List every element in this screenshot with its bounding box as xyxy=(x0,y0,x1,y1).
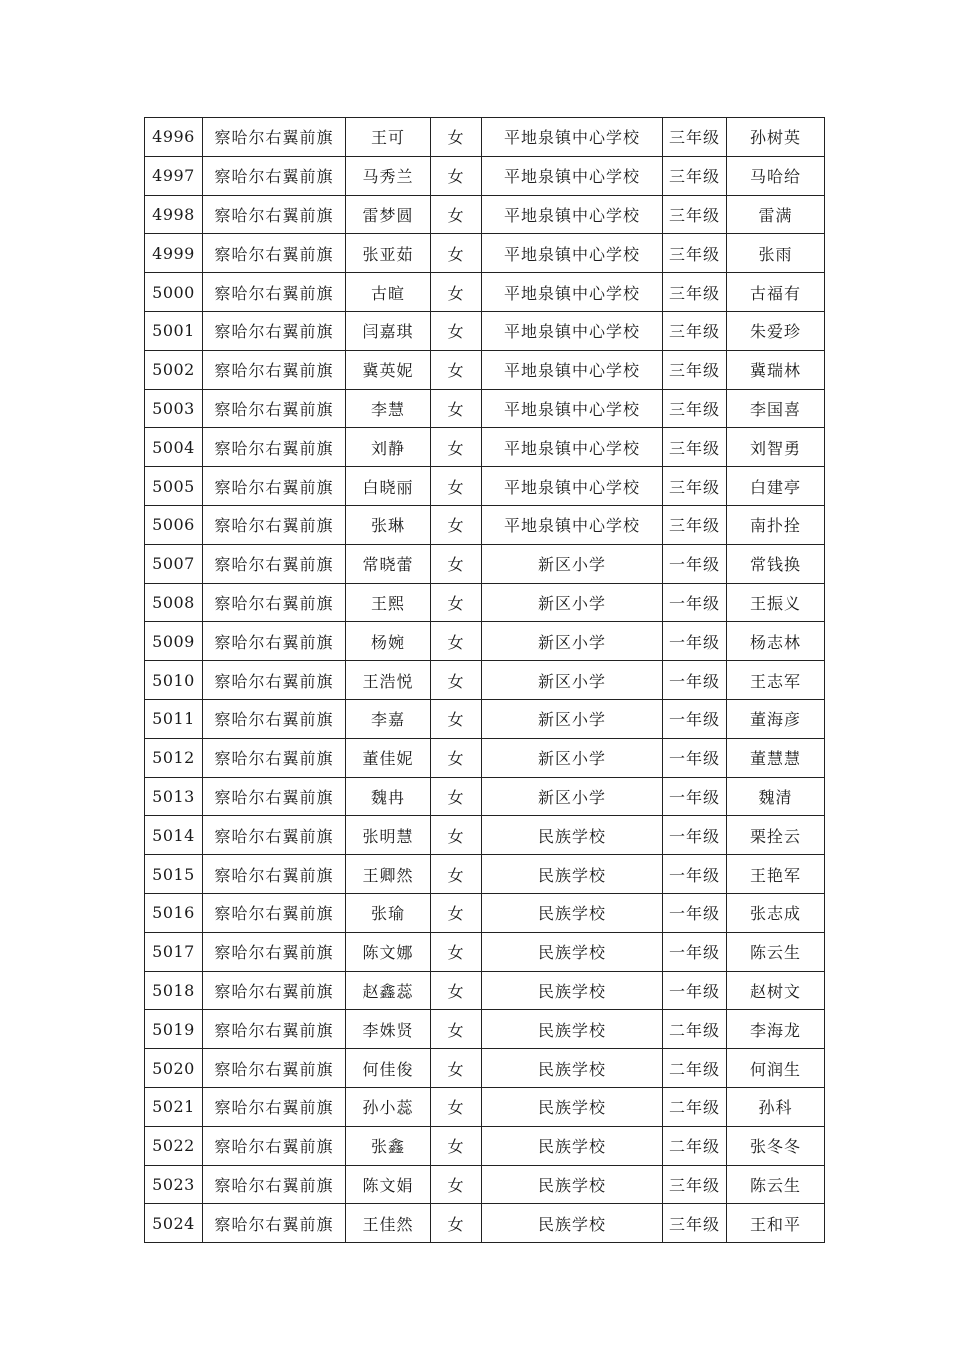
student-name-cell: 张亚茹 xyxy=(346,234,431,273)
guardian-cell: 栗拴云 xyxy=(727,816,825,855)
table-row xyxy=(145,234,825,273)
gender-cell: 女 xyxy=(431,428,482,467)
gender-cell: 女 xyxy=(431,1204,482,1243)
region-cell: 察哈尔右翼前旗 xyxy=(203,1204,346,1243)
student-name-cell: 赵鑫蕊 xyxy=(346,971,431,1010)
row-number-cell: 5024 xyxy=(145,1204,203,1243)
table-row xyxy=(145,156,825,195)
grade-cell: 一年级 xyxy=(663,661,727,700)
gender-cell: 女 xyxy=(431,932,482,971)
table-row xyxy=(145,1165,825,1204)
student-name-cell: 闫嘉琪 xyxy=(346,311,431,350)
gender-cell: 女 xyxy=(431,118,482,157)
region-cell: 察哈尔右翼前旗 xyxy=(203,699,346,738)
student-name-cell: 刘静 xyxy=(346,428,431,467)
grade-cell: 一年级 xyxy=(663,622,727,661)
table-row xyxy=(145,661,825,700)
row-number-cell: 5005 xyxy=(145,467,203,506)
student-name-cell: 孙小蕊 xyxy=(346,1087,431,1126)
row-number-cell: 5010 xyxy=(145,661,203,700)
guardian-cell: 张冬冬 xyxy=(727,1126,825,1165)
guardian-cell: 孙树英 xyxy=(727,118,825,157)
gender-cell: 女 xyxy=(431,505,482,544)
table-row xyxy=(145,428,825,467)
guardian-cell: 赵树文 xyxy=(727,971,825,1010)
grade-cell: 一年级 xyxy=(663,932,727,971)
guardian-cell: 杨志林 xyxy=(727,622,825,661)
guardian-cell: 白建亭 xyxy=(727,467,825,506)
school-cell: 平地泉镇中心学校 xyxy=(482,156,663,195)
region-cell: 察哈尔右翼前旗 xyxy=(203,428,346,467)
grade-cell: 二年级 xyxy=(663,1087,727,1126)
grade-cell: 三年级 xyxy=(663,156,727,195)
student-name-cell: 王熙 xyxy=(346,583,431,622)
guardian-cell: 古福有 xyxy=(727,273,825,312)
grade-cell: 一年级 xyxy=(663,816,727,855)
school-cell: 民族学校 xyxy=(482,1204,663,1243)
region-cell: 察哈尔右翼前旗 xyxy=(203,971,346,1010)
region-cell: 察哈尔右翼前旗 xyxy=(203,1049,346,1088)
row-number-cell: 5021 xyxy=(145,1087,203,1126)
roster-table xyxy=(144,117,825,1243)
row-number-cell: 5006 xyxy=(145,505,203,544)
grade-cell: 三年级 xyxy=(663,311,727,350)
table-row xyxy=(145,855,825,894)
school-cell: 新区小学 xyxy=(482,738,663,777)
grade-cell: 三年级 xyxy=(663,195,727,234)
guardian-cell: 何润生 xyxy=(727,1049,825,1088)
guardian-cell: 陈云生 xyxy=(727,932,825,971)
guardian-cell: 南扑拴 xyxy=(727,505,825,544)
gender-cell: 女 xyxy=(431,311,482,350)
grade-cell: 一年级 xyxy=(663,738,727,777)
grade-cell: 一年级 xyxy=(663,855,727,894)
grade-cell: 三年级 xyxy=(663,389,727,428)
student-name-cell: 李慧 xyxy=(346,389,431,428)
grade-cell: 三年级 xyxy=(663,234,727,273)
grade-cell: 三年级 xyxy=(663,428,727,467)
grade-cell: 三年级 xyxy=(663,273,727,312)
table-row xyxy=(145,544,825,583)
gender-cell: 女 xyxy=(431,1087,482,1126)
school-cell: 民族学校 xyxy=(482,1126,663,1165)
guardian-cell: 董海彦 xyxy=(727,699,825,738)
row-number-cell: 4996 xyxy=(145,118,203,157)
guardian-cell: 王艳军 xyxy=(727,855,825,894)
student-name-cell: 陈文娟 xyxy=(346,1165,431,1204)
table-row xyxy=(145,932,825,971)
region-cell: 察哈尔右翼前旗 xyxy=(203,389,346,428)
student-name-cell: 王佳然 xyxy=(346,1204,431,1243)
grade-cell: 三年级 xyxy=(663,505,727,544)
student-name-cell: 张明慧 xyxy=(346,816,431,855)
school-cell: 新区小学 xyxy=(482,699,663,738)
grade-cell: 三年级 xyxy=(663,1204,727,1243)
student-name-cell: 张鑫 xyxy=(346,1126,431,1165)
student-name-cell: 陈文娜 xyxy=(346,932,431,971)
gender-cell: 女 xyxy=(431,1126,482,1165)
school-cell: 平地泉镇中心学校 xyxy=(482,389,663,428)
row-number-cell: 5007 xyxy=(145,544,203,583)
grade-cell: 二年级 xyxy=(663,1049,727,1088)
school-cell: 民族学校 xyxy=(482,1010,663,1049)
school-cell: 新区小学 xyxy=(482,777,663,816)
region-cell: 察哈尔右翼前旗 xyxy=(203,1165,346,1204)
student-name-cell: 魏冉 xyxy=(346,777,431,816)
region-cell: 察哈尔右翼前旗 xyxy=(203,467,346,506)
gender-cell: 女 xyxy=(431,699,482,738)
guardian-cell: 刘智勇 xyxy=(727,428,825,467)
school-cell: 新区小学 xyxy=(482,661,663,700)
row-number-cell: 5001 xyxy=(145,311,203,350)
guardian-cell: 雷满 xyxy=(727,195,825,234)
student-name-cell: 何佳俊 xyxy=(346,1049,431,1088)
gender-cell: 女 xyxy=(431,777,482,816)
gender-cell: 女 xyxy=(431,738,482,777)
grade-cell: 一年级 xyxy=(663,699,727,738)
guardian-cell: 王和平 xyxy=(727,1204,825,1243)
region-cell: 察哈尔右翼前旗 xyxy=(203,855,346,894)
guardian-cell: 王志军 xyxy=(727,661,825,700)
guardian-cell: 魏清 xyxy=(727,777,825,816)
guardian-cell: 李海龙 xyxy=(727,1010,825,1049)
school-cell: 民族学校 xyxy=(482,1049,663,1088)
region-cell: 察哈尔右翼前旗 xyxy=(203,932,346,971)
guardian-cell: 朱爱珍 xyxy=(727,311,825,350)
grade-cell: 一年级 xyxy=(663,893,727,932)
gender-cell: 女 xyxy=(431,816,482,855)
row-number-cell: 5009 xyxy=(145,622,203,661)
gender-cell: 女 xyxy=(431,855,482,894)
table-row xyxy=(145,971,825,1010)
student-name-cell: 王可 xyxy=(346,118,431,157)
school-cell: 平地泉镇中心学校 xyxy=(482,273,663,312)
row-number-cell: 5015 xyxy=(145,855,203,894)
school-cell: 平地泉镇中心学校 xyxy=(482,118,663,157)
grade-cell: 一年级 xyxy=(663,544,727,583)
student-name-cell: 李姝贤 xyxy=(346,1010,431,1049)
gender-cell: 女 xyxy=(431,389,482,428)
table-row xyxy=(145,273,825,312)
row-number-cell: 4998 xyxy=(145,195,203,234)
student-name-cell: 董佳妮 xyxy=(346,738,431,777)
gender-cell: 女 xyxy=(431,350,482,389)
row-number-cell: 5020 xyxy=(145,1049,203,1088)
gender-cell: 女 xyxy=(431,1010,482,1049)
guardian-cell: 孙科 xyxy=(727,1087,825,1126)
guardian-cell: 张志成 xyxy=(727,893,825,932)
grade-cell: 三年级 xyxy=(663,1165,727,1204)
row-number-cell: 5014 xyxy=(145,816,203,855)
region-cell: 察哈尔右翼前旗 xyxy=(203,350,346,389)
student-name-cell: 常晓蕾 xyxy=(346,544,431,583)
table-row xyxy=(145,505,825,544)
gender-cell: 女 xyxy=(431,583,482,622)
table-row xyxy=(145,195,825,234)
gender-cell: 女 xyxy=(431,1165,482,1204)
school-cell: 平地泉镇中心学校 xyxy=(482,311,663,350)
guardian-cell: 张雨 xyxy=(727,234,825,273)
gender-cell: 女 xyxy=(431,234,482,273)
grade-cell: 二年级 xyxy=(663,1126,727,1165)
row-number-cell: 5016 xyxy=(145,893,203,932)
region-cell: 察哈尔右翼前旗 xyxy=(203,661,346,700)
school-cell: 新区小学 xyxy=(482,583,663,622)
table-row xyxy=(145,311,825,350)
region-cell: 察哈尔右翼前旗 xyxy=(203,505,346,544)
table-row xyxy=(145,389,825,428)
row-number-cell: 5000 xyxy=(145,273,203,312)
region-cell: 察哈尔右翼前旗 xyxy=(203,156,346,195)
school-cell: 民族学校 xyxy=(482,932,663,971)
row-number-cell: 5003 xyxy=(145,389,203,428)
region-cell: 察哈尔右翼前旗 xyxy=(203,311,346,350)
grade-cell: 一年级 xyxy=(663,777,727,816)
gender-cell: 女 xyxy=(431,661,482,700)
table-row xyxy=(145,350,825,389)
guardian-cell: 冀瑞林 xyxy=(727,350,825,389)
school-cell: 平地泉镇中心学校 xyxy=(482,350,663,389)
gender-cell: 女 xyxy=(431,622,482,661)
table-row xyxy=(145,467,825,506)
gender-cell: 女 xyxy=(431,273,482,312)
student-name-cell: 马秀兰 xyxy=(346,156,431,195)
school-cell: 民族学校 xyxy=(482,1087,663,1126)
guardian-cell: 王振义 xyxy=(727,583,825,622)
region-cell: 察哈尔右翼前旗 xyxy=(203,118,346,157)
table-row xyxy=(145,816,825,855)
table-row xyxy=(145,738,825,777)
school-cell: 平地泉镇中心学校 xyxy=(482,234,663,273)
school-cell: 平地泉镇中心学校 xyxy=(482,428,663,467)
table-row xyxy=(145,1087,825,1126)
school-cell: 新区小学 xyxy=(482,622,663,661)
student-name-cell: 张瑜 xyxy=(346,893,431,932)
table-row xyxy=(145,1049,825,1088)
guardian-cell: 李国喜 xyxy=(727,389,825,428)
table-row xyxy=(145,622,825,661)
region-cell: 察哈尔右翼前旗 xyxy=(203,816,346,855)
table-row xyxy=(145,893,825,932)
row-number-cell: 5002 xyxy=(145,350,203,389)
school-cell: 平地泉镇中心学校 xyxy=(482,505,663,544)
table-row xyxy=(145,1010,825,1049)
row-number-cell: 5013 xyxy=(145,777,203,816)
region-cell: 察哈尔右翼前旗 xyxy=(203,273,346,312)
grade-cell: 三年级 xyxy=(663,467,727,506)
student-name-cell: 李嘉 xyxy=(346,699,431,738)
region-cell: 察哈尔右翼前旗 xyxy=(203,622,346,661)
grade-cell: 一年级 xyxy=(663,971,727,1010)
grade-cell: 二年级 xyxy=(663,1010,727,1049)
school-cell: 平地泉镇中心学校 xyxy=(482,467,663,506)
grade-cell: 三年级 xyxy=(663,350,727,389)
region-cell: 察哈尔右翼前旗 xyxy=(203,738,346,777)
gender-cell: 女 xyxy=(431,195,482,234)
grade-cell: 一年级 xyxy=(663,583,727,622)
roster-body xyxy=(145,118,825,1243)
table-row xyxy=(145,583,825,622)
row-number-cell: 5019 xyxy=(145,1010,203,1049)
row-number-cell: 5017 xyxy=(145,932,203,971)
guardian-cell: 陈云生 xyxy=(727,1165,825,1204)
region-cell: 察哈尔右翼前旗 xyxy=(203,777,346,816)
school-cell: 民族学校 xyxy=(482,816,663,855)
gender-cell: 女 xyxy=(431,1049,482,1088)
student-name-cell: 张琳 xyxy=(346,505,431,544)
region-cell: 察哈尔右翼前旗 xyxy=(203,195,346,234)
guardian-cell: 董慧慧 xyxy=(727,738,825,777)
table-row xyxy=(145,699,825,738)
school-cell: 民族学校 xyxy=(482,971,663,1010)
region-cell: 察哈尔右翼前旗 xyxy=(203,234,346,273)
row-number-cell: 5008 xyxy=(145,583,203,622)
student-name-cell: 王卿然 xyxy=(346,855,431,894)
row-number-cell: 4997 xyxy=(145,156,203,195)
school-cell: 民族学校 xyxy=(482,1165,663,1204)
row-number-cell: 5023 xyxy=(145,1165,203,1204)
guardian-cell: 马哈给 xyxy=(727,156,825,195)
gender-cell: 女 xyxy=(431,467,482,506)
table-row xyxy=(145,1126,825,1165)
grade-cell: 三年级 xyxy=(663,118,727,157)
row-number-cell: 5012 xyxy=(145,738,203,777)
student-name-cell: 雷梦圆 xyxy=(346,195,431,234)
gender-cell: 女 xyxy=(431,544,482,583)
region-cell: 察哈尔右翼前旗 xyxy=(203,583,346,622)
student-name-cell: 白晓丽 xyxy=(346,467,431,506)
row-number-cell: 5011 xyxy=(145,699,203,738)
school-cell: 民族学校 xyxy=(482,855,663,894)
region-cell: 察哈尔右翼前旗 xyxy=(203,544,346,583)
student-name-cell: 杨婉 xyxy=(346,622,431,661)
school-cell: 平地泉镇中心学校 xyxy=(482,195,663,234)
region-cell: 察哈尔右翼前旗 xyxy=(203,1010,346,1049)
school-cell: 民族学校 xyxy=(482,893,663,932)
gender-cell: 女 xyxy=(431,971,482,1010)
gender-cell: 女 xyxy=(431,893,482,932)
table-row xyxy=(145,1204,825,1243)
row-number-cell: 4999 xyxy=(145,234,203,273)
school-cell: 新区小学 xyxy=(482,544,663,583)
guardian-cell: 常钱换 xyxy=(727,544,825,583)
table-row xyxy=(145,118,825,157)
region-cell: 察哈尔右翼前旗 xyxy=(203,893,346,932)
region-cell: 察哈尔右翼前旗 xyxy=(203,1087,346,1126)
row-number-cell: 5018 xyxy=(145,971,203,1010)
student-name-cell: 王浩悦 xyxy=(346,661,431,700)
row-number-cell: 5022 xyxy=(145,1126,203,1165)
row-number-cell: 5004 xyxy=(145,428,203,467)
student-name-cell: 冀英妮 xyxy=(346,350,431,389)
gender-cell: 女 xyxy=(431,156,482,195)
student-name-cell: 古暄 xyxy=(346,273,431,312)
region-cell: 察哈尔右翼前旗 xyxy=(203,1126,346,1165)
table-row xyxy=(145,777,825,816)
